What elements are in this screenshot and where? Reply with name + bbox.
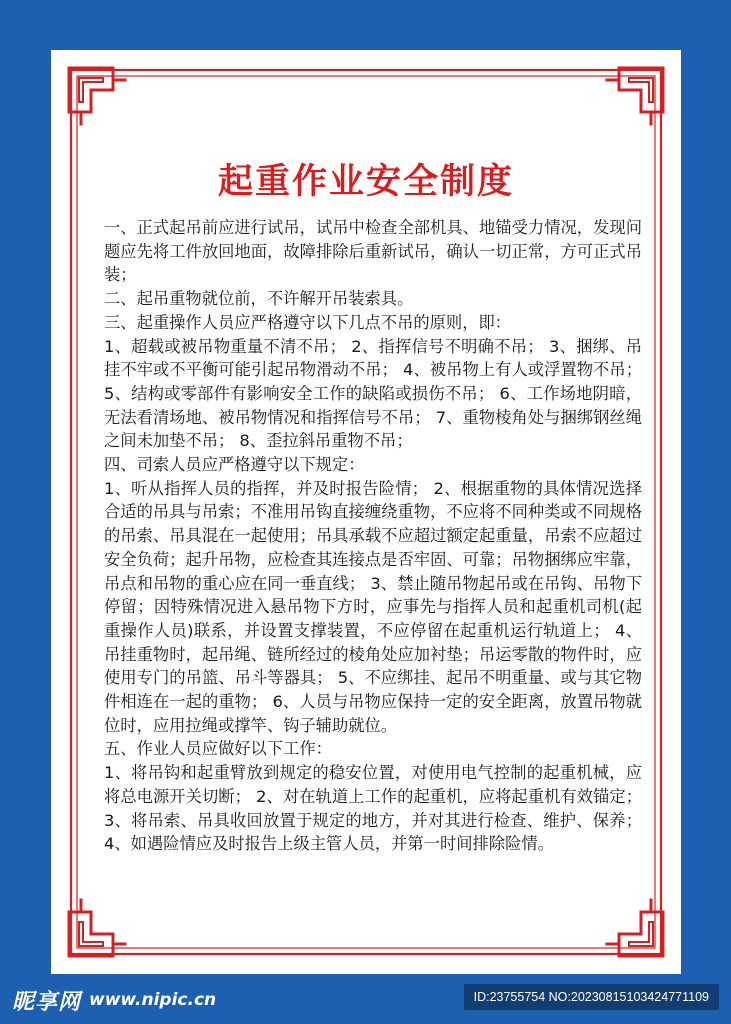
paragraph: 1、听从指挥人员的指挥，并及时报告险情； 2、根据重物的具体情况选择合适的吊具与吊索；不准用吊钩直接缠绕重物，不应将不同种类或不同规格的吊索、吊具混在一起使用；吊具承载不应超过额定起重量，吊索不应超过安全负荷；起升吊物，应检查其连接点是否牢固、可靠；吊物捆绑应牢靠，吊点和吊物的重心应在同一垂直线； 3、禁止随吊物起吊或在吊钩、吊物下停留；因特殊情况进入悬吊物下方时，应事先与指挥人员和起重机司机(起重操作人员)联系，并设置支撑装置，不应停留在起重机运行轨道上； 4、吊挂重物时，起吊绳、链所经过的棱角处应加衬垫；吊运零散的物件时，应使用专门的吊篮、吊斗等器具； 5、不应绑挂、起吊不明重量、或与其它物件相连在一起的重物； 6、人员与吊物应保持一定的安全距离，放置吊物就位时，应用拉绳或撑竿、钩子辅助就位。 — [104, 478, 642, 735]
watermark-url: www.nipic.cn — [89, 990, 217, 1010]
page-title: 起重作业安全制度 — [217, 162, 514, 202]
paragraph: 三、起重操作人员应严格遵守以下几点不吊的原则，即： — [104, 312, 512, 332]
watermark-logo-text: 昵享网 — [12, 989, 82, 1015]
paragraph: 二、起吊重物就位前，不许解开吊装索具。 — [104, 289, 414, 309]
watermark-logo — [12, 985, 216, 1015]
paragraph: 五、作业人员应做好以下工作： — [104, 739, 332, 759]
paragraph: 1、将吊钩和起重臂放到规定的稳安位置，对使用电气控制的起重机械，应将总电源开关切断； 2、对在轨道上工作的起重机，应将起重机有效锚定； 3、将吊索、吊具收回放置于规定的地方，并对其进行检查、维护、保养；4、如遇险情应及时报告上级主管人员，并第一时间排除险情。 — [104, 763, 642, 854]
paragraph: 四、司索人员应严格遵守以下规定： — [104, 455, 365, 475]
paragraph: 一、正式起吊前应进行试吊，试吊中检查全部机具、地锚受力情况，发现问题应先将工件放回地面，故障排除后重新试吊，确认一切正常，方可正式吊装； — [104, 218, 642, 285]
poster-board — [51, 50, 681, 974]
paragraph: 1、超载或被吊物重量不清不吊； 2、指挥信号不明确不吊； 3、捆绑、吊挂不牢或不平衡可能引起吊物滑动不吊； 4、被吊物上有人或浮置物不吊； 5、结构或零部件有影响安全工作的缺陷或损伤不吊； 6、工作场地阴暗，无法看清场地、被吊物情况和指挥信号不吊； 7、重物棱角处与捆绑钢丝绳之间未加垫不吊； 8、歪拉斜吊重物不吊； — [104, 336, 642, 451]
watermark-id: ID:23755754 NO:20230815103424771109 — [464, 984, 719, 1010]
rules-body — [104, 216, 642, 856]
